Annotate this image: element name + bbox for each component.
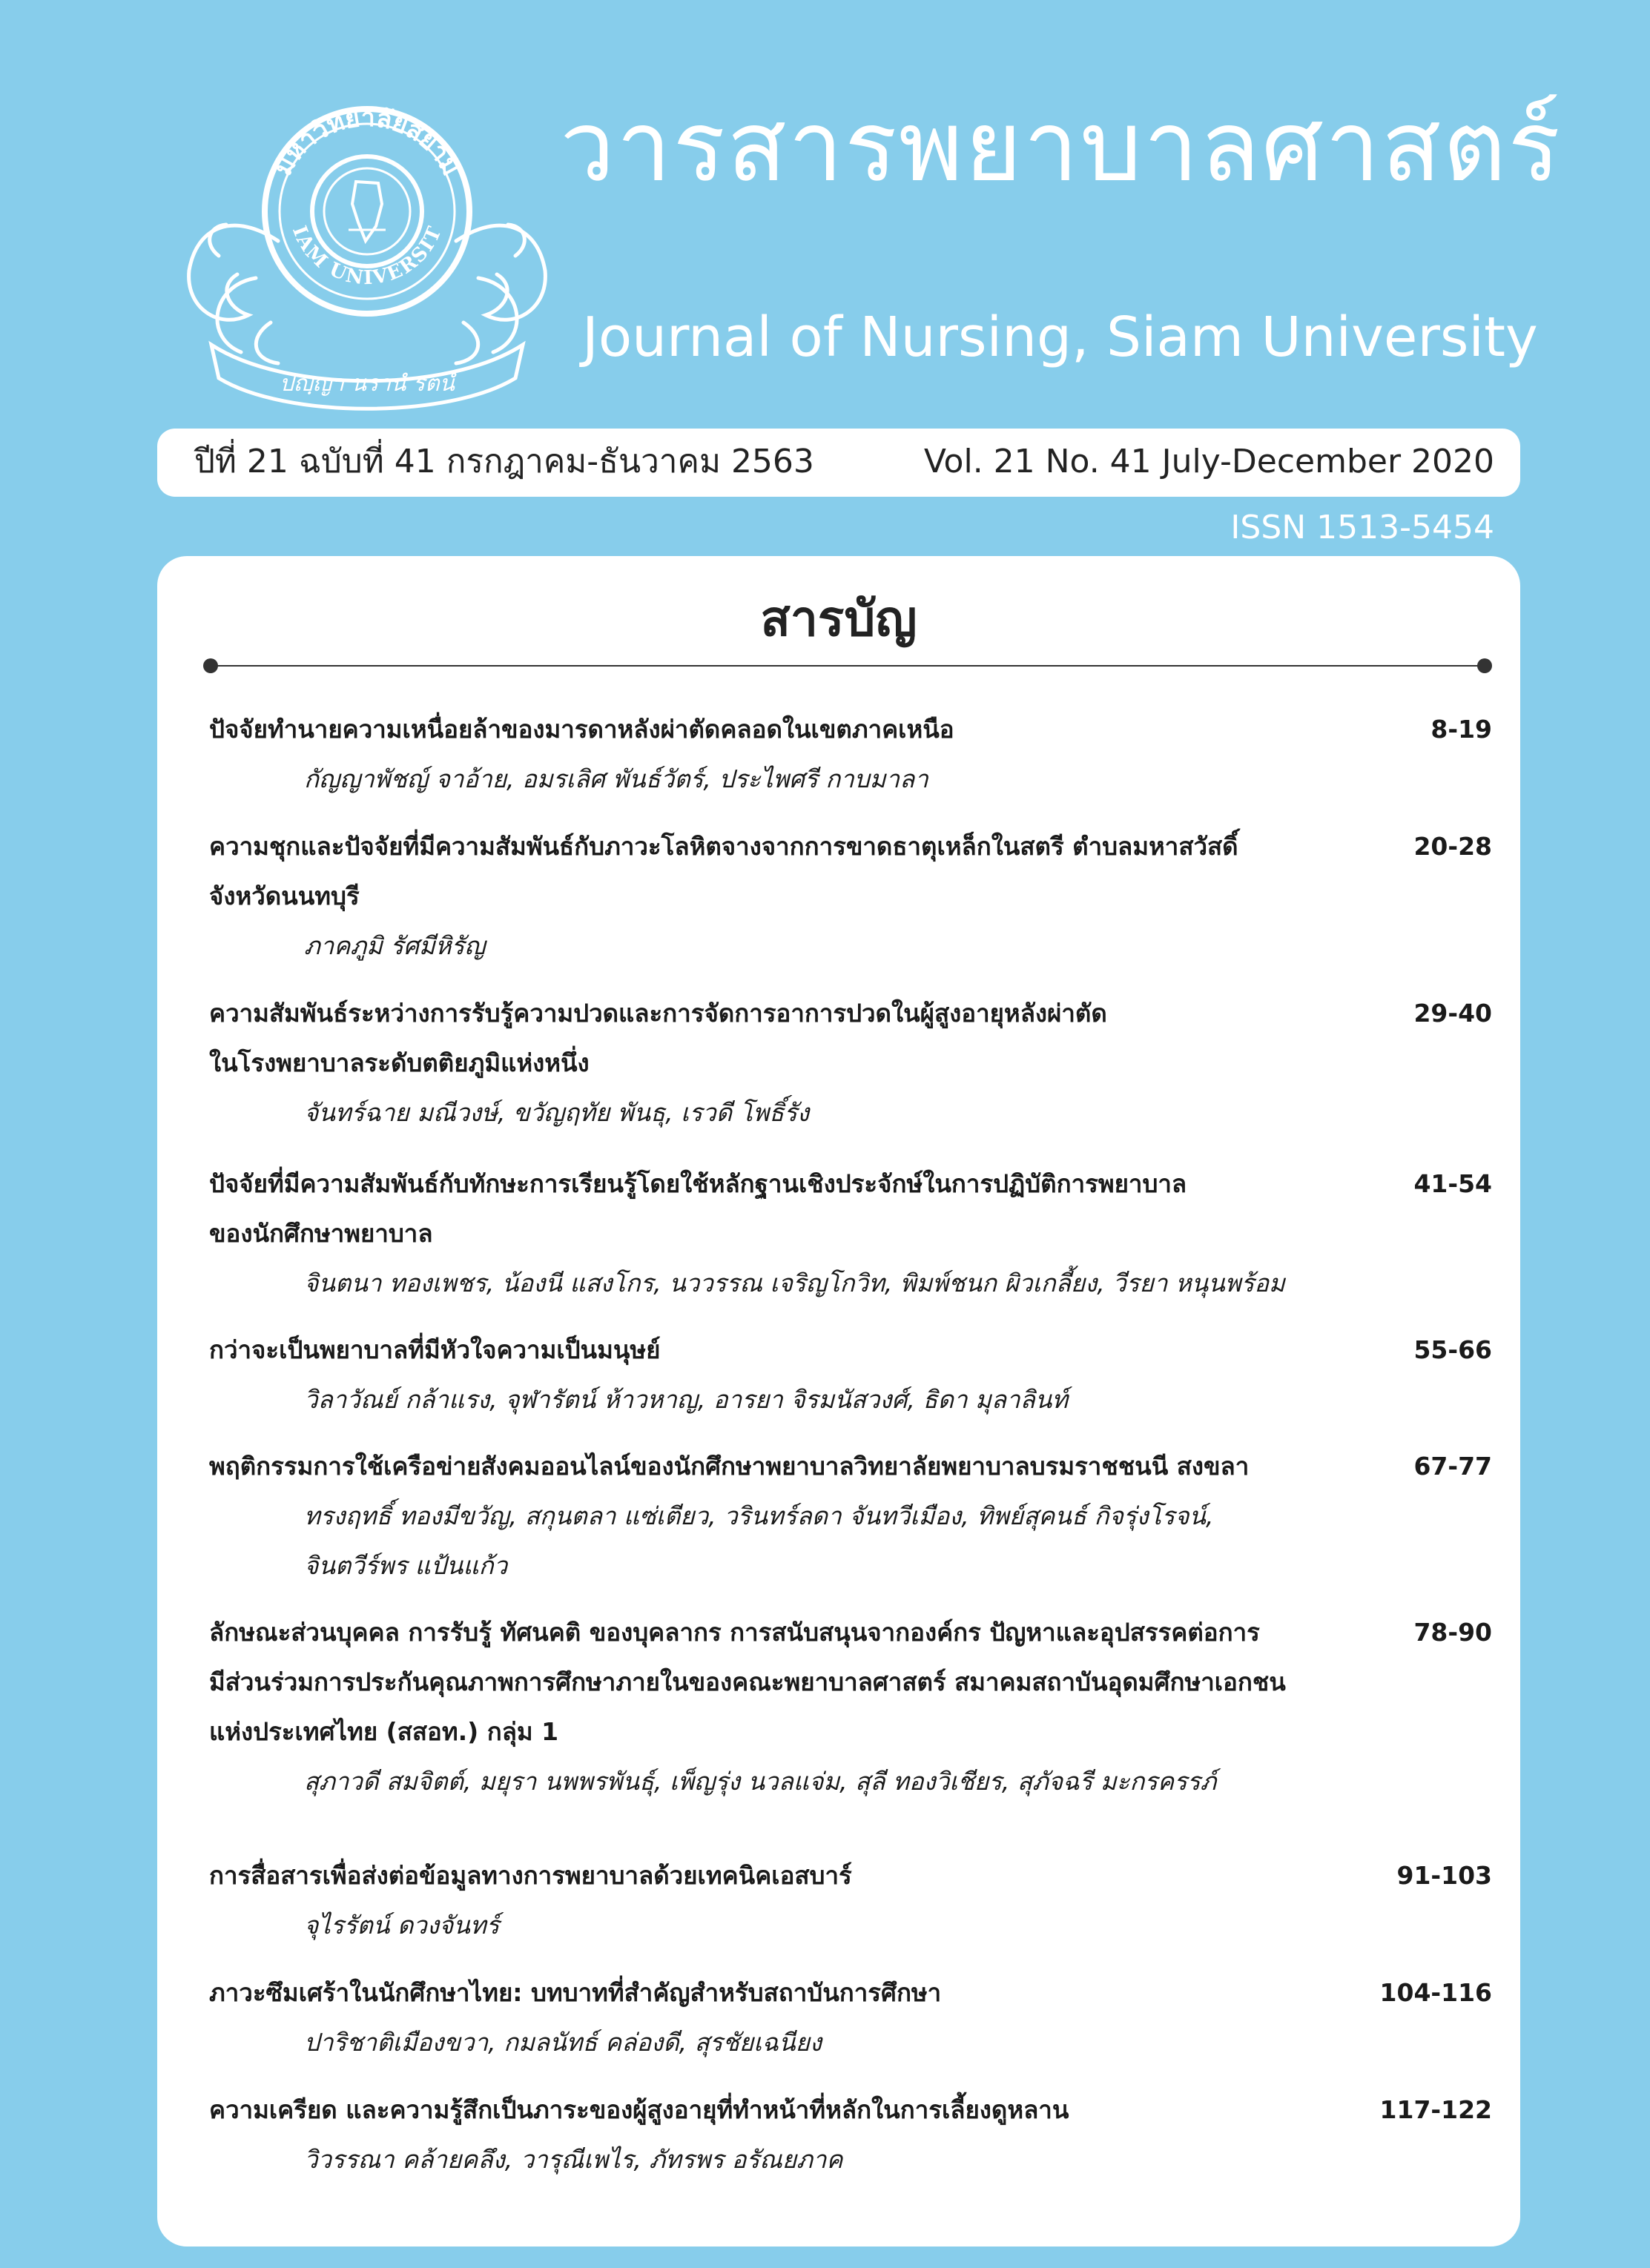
toc-entry-title: ภาวะซึมเศร้าในนักศึกษาไทย: บทบาทที่สำคัญสำหรับสถาบันการศึกษา [209,1978,942,2007]
toc-entry-authors: วิลาวัณย์ กล้าแรง, จุฬารัตน์ ห้าวหาญ, อารยา จิรมนัสวงศ์, ธิดา มุลาลินท์ [304,1385,1069,1414]
issue-thai: ปีที่ 21 ฉบับที่ 41 กรกฎาคม-ธันวาคม 2563 [194,443,814,480]
toc-entry-title: แห่งประเทศไทย (สสอท.) กลุ่ม 1 [209,1717,559,1746]
toc-entry[interactable] [209,1851,1492,1950]
toc-entry[interactable] [209,1325,1492,1424]
seal-ring-text: มหาวิทยาลัยสยาม [268,102,466,181]
toc-entry-pages: 104-116 [1379,1978,1492,2007]
toc-divider [203,657,1492,675]
toc-entry-authors: ทรงฤทธิ์ ทองมีขวัญ, สกุนตลา แซ่เตียว, วรินทร์ลดา จันทวีเมือง, ทิพย์สุคนธ์ กิจรุ่งโรจน์, [304,1501,1214,1530]
toc-entry-pages: 8-19 [1430,715,1492,744]
toc-entry-pages: 29-40 [1413,999,1492,1028]
toc-entry[interactable] [209,821,1492,971]
issn: ISSN 1513-5454 [1230,509,1494,546]
toc-entry-authors: จันทร์ฉาย มณีวงษ์, ขวัญฤทัย พันธุ, เรวดี โพธิ์รัง [304,1098,810,1127]
toc-entry-title: ลักษณะส่วนบุคคล การรับรู้ ทัศนคติ ของบุคลากร การสนับสนุนจากองค์กร ปัญหาและอุปสรรคต่อการ [209,1618,1260,1647]
toc-entry-authors: ปาริชาติเมืองขวา, กมลนัทธ์ คล่องดี, สุรชัยเฉนียง [304,2028,822,2057]
toc-entry[interactable] [209,988,1492,1137]
toc-entry-title: จังหวัดนนทบุรี [209,882,360,910]
toc-entry-authors: กัญญาพัชญ์ จาอ้าย, อมรเลิศ พันธ์วัตร์, ประไพศรี กาบมาลา [304,764,928,793]
toc-entry-title: ความเครียด และความรู้สึกเป็นภาระของผู้สูงอายุที่ทำหน้าที่หลักในการเลี้ยงดูหลาน [209,2095,1069,2124]
toc-entry[interactable] [209,1441,1492,1590]
toc-entry-pages: 67-77 [1413,1452,1492,1481]
toc-entry-authors: วิวรรณา คล้ายคลึง, วารุณีเพไร, ภัทรพร อรัณยภาค [304,2145,843,2174]
issue-english: Vol. 21 No. 41 July-December 2020 [923,443,1494,480]
toc-entry-title: ในโรงพยาบาลระดับตติยภูมิแห่งหนึ่ง [209,1048,590,1077]
toc-entry-title: ความชุกและปัจจัยที่มีความสัมพันธ์กับภาวะโลหิตจางจากการขาดธาตุเหล็กในสตรี ตำบลมหาสวัสดิ์ [209,832,1238,861]
toc-heading: สารบัญ [760,590,917,647]
toc-entry-authors: จินตวีร์พร แป้นแก้ว [304,1551,508,1580]
toc-entry-pages: 91-103 [1396,1861,1492,1890]
table-of-contents [157,556,1520,2246]
toc-entry-pages: 117-122 [1379,2095,1492,2124]
toc-entry-title: พฤติกรรมการใช้เครือข่ายสังคมออนไลน์ของนักศึกษาพยาบาลวิทยาลัยพยาบาลบรมราชชนนี สงขลา [209,1452,1250,1481]
toc-entry-title: กว่าจะเป็นพยาบาลที่มีหัวใจความเป็นมนุษย์ [209,1335,661,1364]
toc-entry-title: ปัจจัยที่มีความสัมพันธ์กับทักษะการเรียนรู้โดยใช้หลักฐานเชิงประจักษ์ในการปฏิบัติการพยาบาล [209,1169,1187,1198]
journal-title-english: Journal of Nursing, Siam University [582,305,1538,369]
toc-entry-pages: 41-54 [1413,1169,1492,1198]
seal-icon [167,100,567,411]
seal-ribbon-text: ปญฺญา นรานํ รตนํ [279,371,455,397]
toc-entry-pages: 20-28 [1413,832,1492,861]
toc-entry-title: การสื่อสารเพื่อส่งต่อข้อมูลทางการพยาบาลด้วยเทคนิคเอสบาร์ [209,1861,852,1890]
toc-entry-pages: 78-90 [1413,1618,1492,1647]
university-seal-logo [167,100,567,411]
toc-entry[interactable] [209,1968,1492,2067]
toc-entry[interactable] [209,704,1492,804]
toc-entry-authors: จุไรรัตน์ ดวงจันทร์ [304,1911,500,1940]
issue-info-bar [157,429,1520,497]
toc-entry-pages: 55-66 [1413,1335,1492,1364]
toc-entry-authors: สุภาวดี สมจิตต์, มยุรา นพพรพันธุ์, เพ็ญรุ่ง นวลแจ่ม, สุลี ทองวิเชียร, สุภัจฉรี มะกรครรภ์ [304,1767,1217,1796]
toc-entry-title: ปัจจัยทำนายความเหนื่อยล้าของมารดาหลังผ่าตัดคลอดในเขตภาคเหนือ [209,715,954,744]
toc-entry-title: มีส่วนร่วมการประกันคุณภาพการศึกษาภายในของคณะพยาบาลศาสตร์ สมาคมสถาบันอุดมศึกษาเอกชน [209,1667,1286,1696]
toc-entry-authors: ภาคภูมิ รัศมีหิรัญ [304,931,486,960]
seal-ring-text-en: IAM UNIVERSIT [287,222,447,290]
toc-entry[interactable] [209,1607,1492,1806]
journal-title-thai: วารสารพยาบาลศาสตร์ [560,90,1562,204]
toc-entry-title: ความสัมพันธ์ระหว่างการรับรู้ความปวดและการจัดการอาการปวดในผู้สูงอายุหลังผ่าตัด [209,999,1107,1028]
toc-entry-authors: จินตนา ทองเพชร, น้องนี แสงโกร, นววรรณ เจริญโกวิท, พิมพ์ชนก ผิวเกลี้ยง, วีรยา หนุนพร้อม [304,1269,1285,1297]
toc-entry[interactable] [209,2085,1492,2184]
toc-entry[interactable] [209,1159,1492,1308]
toc-entry-title: ของนักศึกษาพยาบาล [209,1219,433,1248]
